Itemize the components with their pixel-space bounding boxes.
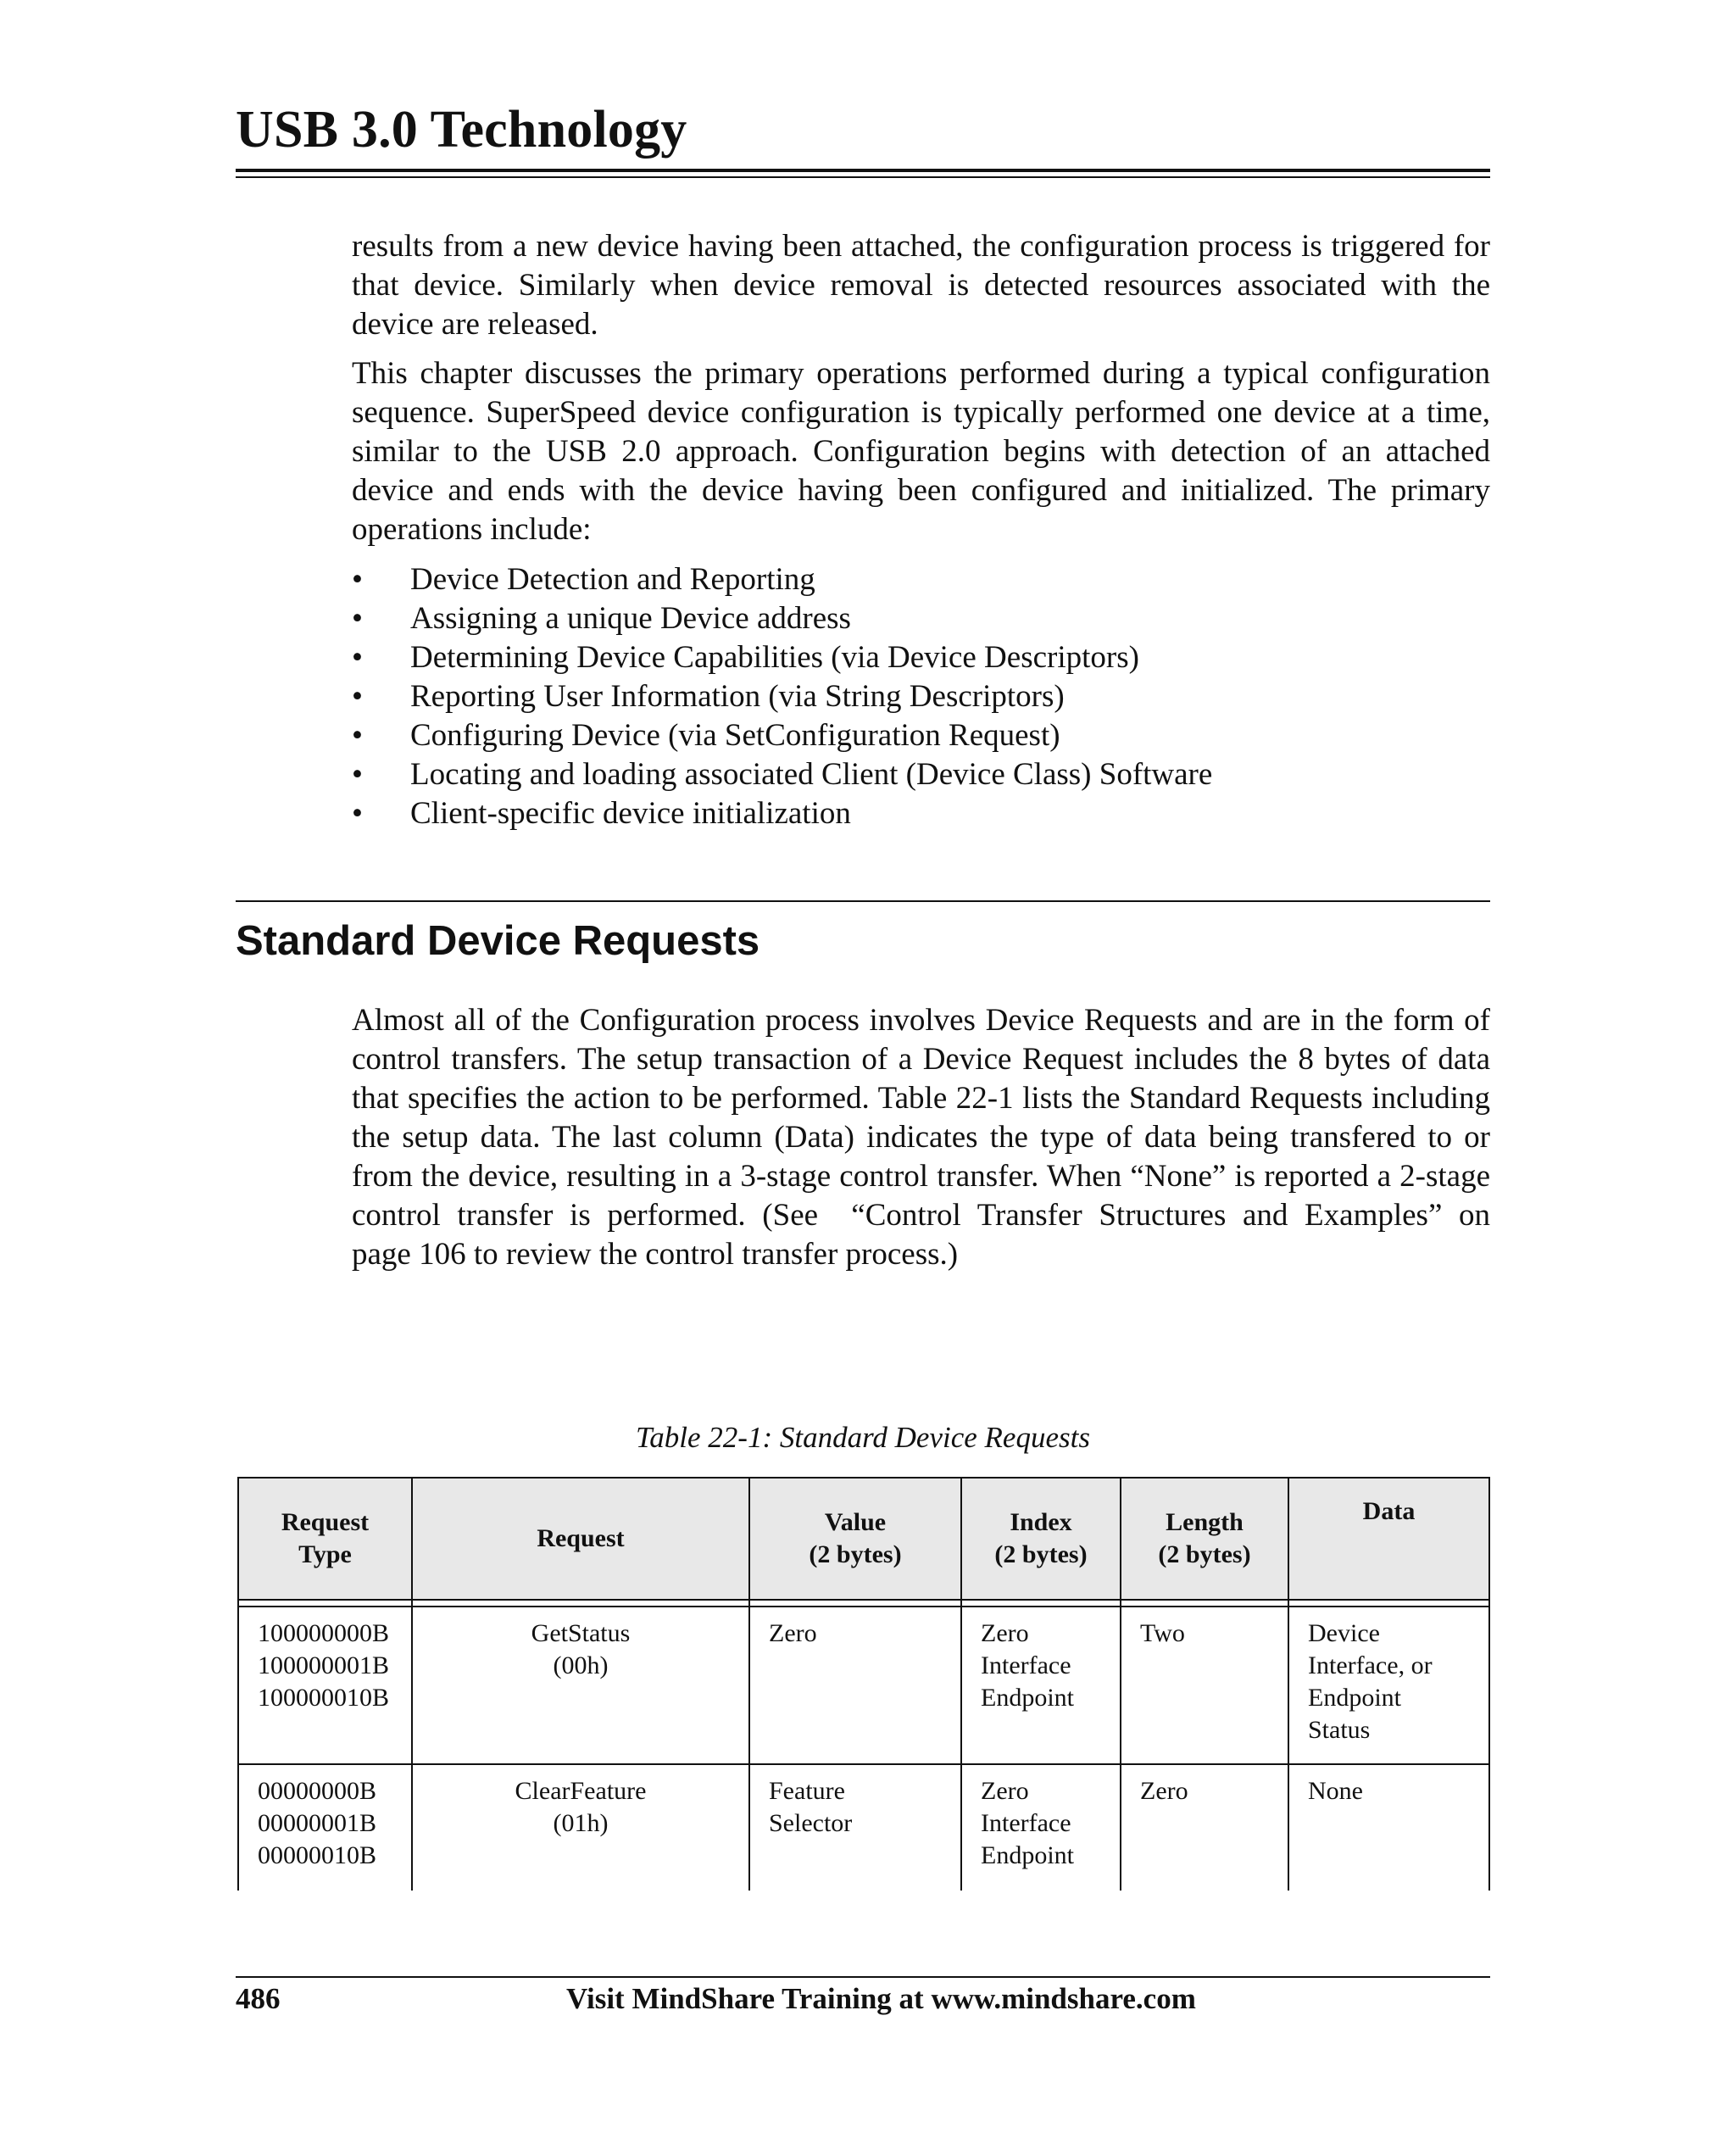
cell-length	[1121, 1764, 1288, 1891]
header-line: Value	[824, 1508, 887, 1536]
cell-request	[412, 1607, 749, 1764]
cell-line: Two	[1140, 1619, 1185, 1647]
cell-line: Zero	[981, 1619, 1029, 1647]
cell-line: 100000010B	[258, 1684, 390, 1712]
footer-rule	[236, 1976, 1490, 1978]
bullet-text: Assigning a unique Device address	[410, 601, 851, 636]
bullet-item	[352, 677, 1490, 716]
header-line: Length	[1166, 1508, 1244, 1536]
bullet-text: Device Detection and Reporting	[410, 562, 815, 597]
bullet-item	[352, 599, 1490, 638]
running-header-title: USB 3.0 Technology	[236, 101, 687, 159]
cell-data	[1288, 1764, 1489, 1891]
footer-training-text: Visit MindShare Training at www.mindshare.com	[566, 1982, 1196, 2015]
bullet-text: Locating and loading associated Client (Device Class) Software	[410, 757, 1213, 792]
bullet-dot-icon: •	[352, 640, 363, 675]
cell-line: ClearFeature	[515, 1777, 647, 1805]
bullet-dot-icon: •	[352, 796, 363, 831]
cell-line: 00000000B	[258, 1777, 377, 1805]
cell-line: Zero	[1140, 1777, 1188, 1805]
cell-line: (00h)	[553, 1651, 609, 1679]
bullet-text: Reporting User Information (via String Descriptors)	[410, 679, 1065, 714]
cell-line: 00000001B	[258, 1809, 377, 1837]
section-rule	[236, 900, 1490, 902]
cell-line: Interface	[981, 1809, 1071, 1837]
header-length	[1121, 1478, 1288, 1600]
table-caption: Table 22-1: Standard Device Requests	[636, 1421, 1090, 1454]
separator-cell	[961, 1600, 1121, 1607]
cell-request-type	[238, 1607, 412, 1764]
cell-line: Zero	[769, 1619, 817, 1647]
header-request	[412, 1478, 749, 1600]
table-row-clearfeature	[238, 1764, 1489, 1891]
cell-line: None	[1308, 1777, 1363, 1805]
cell-line: Feature	[769, 1777, 845, 1805]
footer-page-number: 486	[236, 1982, 281, 2015]
cell-data	[1288, 1607, 1489, 1764]
cell-line: Endpoint	[981, 1684, 1074, 1712]
header-rule-thick	[236, 169, 1490, 172]
bullet-item	[352, 794, 1490, 833]
cell-line: Zero	[981, 1777, 1029, 1805]
operations-bullet-list	[352, 560, 1490, 833]
cell-value	[749, 1764, 961, 1891]
standard-device-requests-table	[237, 1477, 1490, 1891]
intro-section	[352, 227, 1490, 833]
cell-line: Endpoint	[1308, 1684, 1401, 1712]
requests-section	[352, 1001, 1490, 1274]
cell-request	[412, 1764, 749, 1891]
header-line: Type	[298, 1540, 352, 1568]
bullet-dot-icon: •	[352, 718, 363, 753]
bullet-text: Configuring Device (via SetConfiguration Request)	[410, 718, 1060, 753]
header-separator-row	[238, 1600, 1489, 1607]
bullet-item	[352, 560, 1490, 599]
cell-index	[961, 1764, 1121, 1891]
header-line: Request	[281, 1508, 370, 1536]
header-line: Index	[1010, 1508, 1072, 1536]
separator-cell	[749, 1600, 961, 1607]
separator-cell	[238, 1600, 412, 1607]
cell-index	[961, 1607, 1121, 1764]
cell-line: Endpoint	[981, 1841, 1074, 1869]
cell-value	[749, 1607, 961, 1764]
header-line: (2 bytes)	[1158, 1540, 1251, 1568]
bullet-item	[352, 755, 1490, 794]
header-index	[961, 1478, 1121, 1600]
intro-paragraph-2: This chapter discusses the primary operations performed during a typical configuration sequence. SuperSpeed device configuration is typically performed one device at a time, similar to the USB 2.0 approach. Configuration begins with detection of an attached device and ends with the device having been configured and initialized. The primary operations include:	[352, 356, 1490, 547]
separator-cell	[1121, 1600, 1288, 1607]
cell-line: (01h)	[553, 1809, 609, 1837]
header-value	[749, 1478, 961, 1600]
requests-paragraph: Almost all of the Configuration process involves Device Requests and are in the form of control transfers. The setup transaction of a Device Request includes the 8 bytes of data that specifies the action to be performed. Table 22-1 lists the Standard Requests including the setup data. The last column (Data) indicates the type of data being transfered to or from the device, resulting in a 3-stage control transfer. When “None” is reported a 2-stage control transfer is performed. (See “Control Transfer Structures and Examples” on page 106 to review the control transfer process.)	[352, 1003, 1490, 1272]
cell-line: Status	[1308, 1716, 1371, 1744]
bullet-dot-icon: •	[352, 679, 363, 714]
bullet-item	[352, 716, 1490, 755]
cell-length	[1121, 1607, 1288, 1764]
header-line: Data	[1362, 1497, 1416, 1525]
header-request-type	[238, 1478, 412, 1600]
bullet-dot-icon: •	[352, 601, 363, 636]
table-row-getstatus	[238, 1607, 1489, 1764]
bullet-text: Determining Device Capabilities (via Device Descriptors)	[410, 640, 1139, 675]
header-line: (2 bytes)	[994, 1540, 1088, 1568]
intro-paragraph-1: results from a new device having been attached, the configuration process is triggered for that device. Similarly when device removal is detected resources associated with the device are released.	[352, 229, 1490, 342]
bullet-dot-icon: •	[352, 757, 363, 792]
header-line: Request	[537, 1524, 625, 1552]
header-line: (2 bytes)	[809, 1540, 902, 1568]
bullet-text: Client-specific device initialization	[410, 796, 851, 831]
cell-line: 00000010B	[258, 1841, 377, 1869]
cell-line: Selector	[769, 1809, 853, 1837]
table-header-row	[238, 1478, 1489, 1600]
cell-line: GetStatus	[531, 1619, 631, 1647]
cell-line: 100000001B	[258, 1651, 390, 1679]
cell-line: 100000000B	[258, 1619, 390, 1647]
header-data	[1288, 1478, 1489, 1600]
header-rule-thin	[236, 176, 1490, 178]
cell-line: Device	[1308, 1619, 1380, 1647]
cell-request-type	[238, 1764, 412, 1891]
cell-line: Interface	[981, 1651, 1071, 1679]
section-heading: Standard Device Requests	[236, 918, 760, 964]
separator-cell	[412, 1600, 749, 1607]
bullet-dot-icon: •	[352, 562, 363, 597]
bullet-item	[352, 638, 1490, 677]
cell-line: Interface, or	[1308, 1651, 1433, 1679]
separator-cell	[1288, 1600, 1489, 1607]
